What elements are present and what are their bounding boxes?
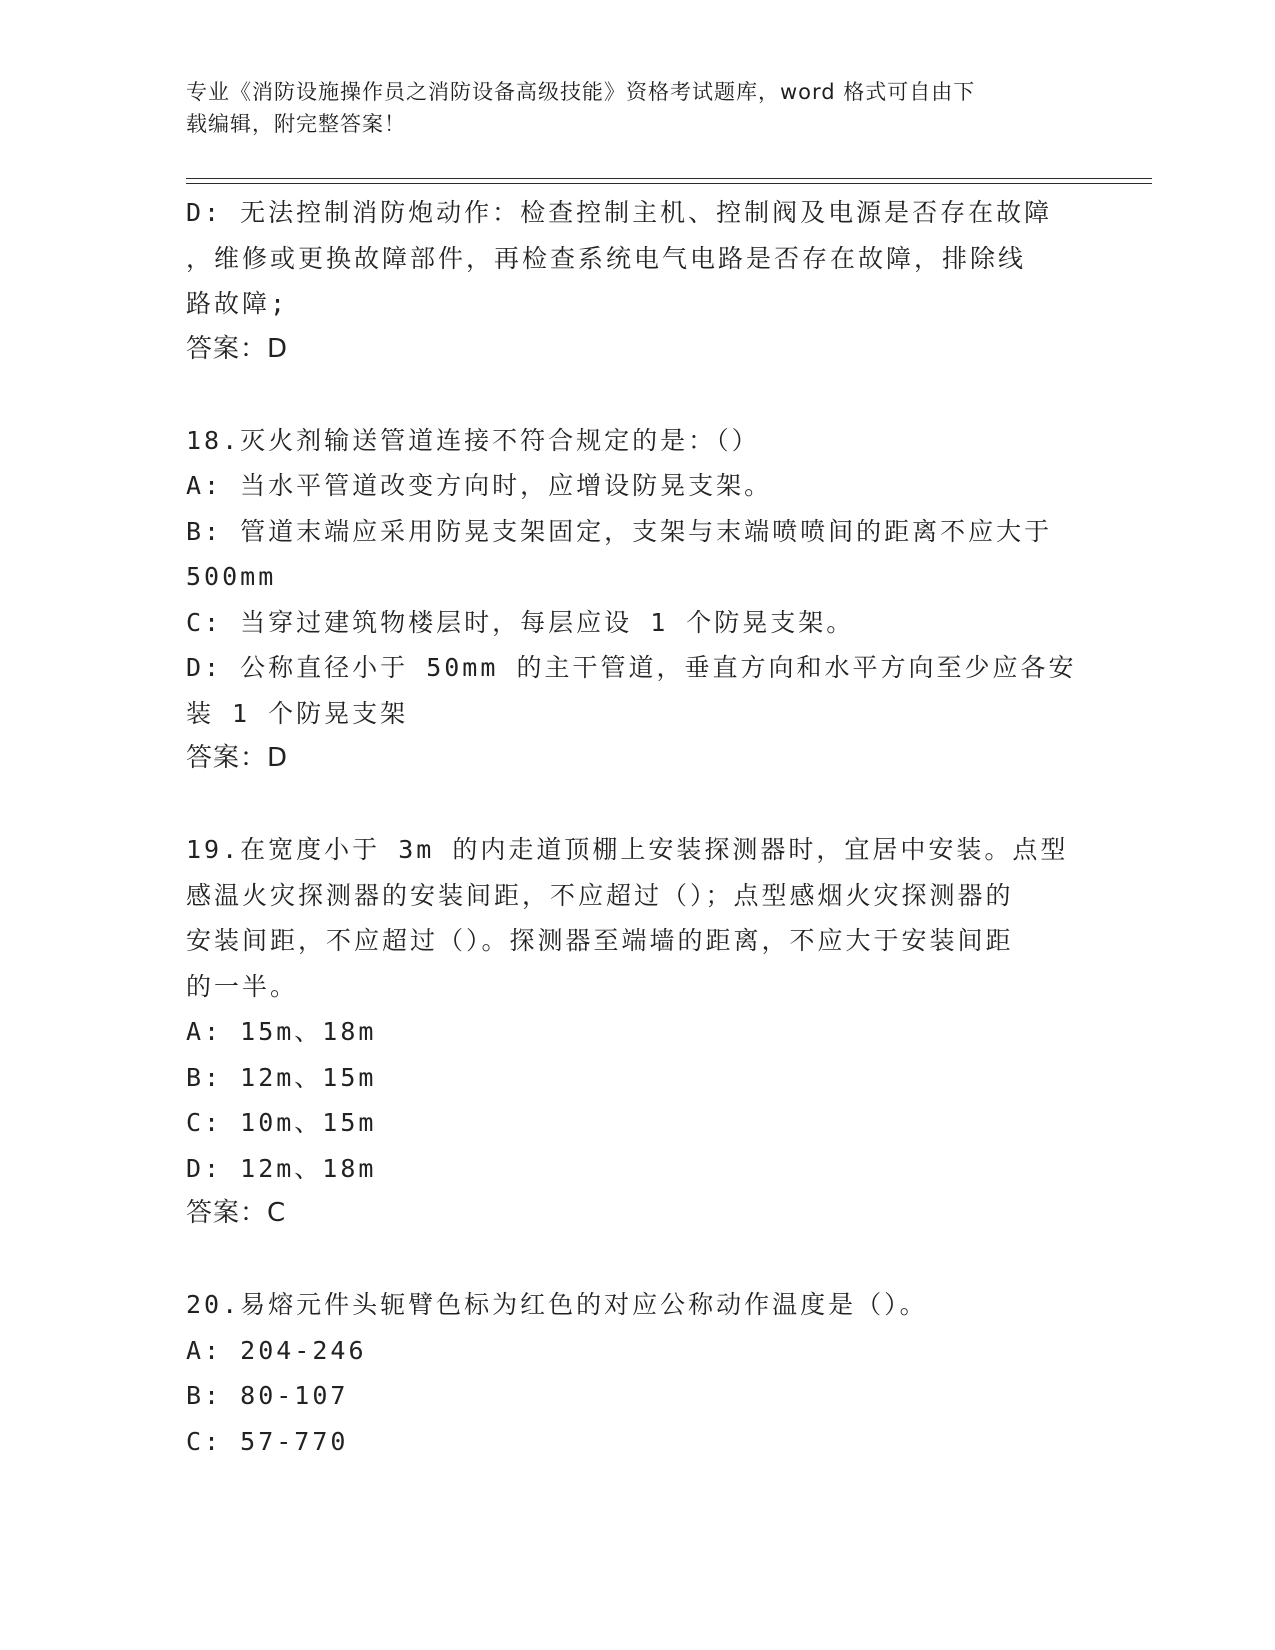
- question-stem: 20.易熔元件头轭臂色标为红色的对应公称动作温度是（）。: [186, 1290, 928, 1319]
- question-stem-line-4: 的一半。: [186, 971, 299, 1001]
- spacer: [186, 1237, 1086, 1283]
- option-b-line-2: 500mm: [186, 562, 277, 591]
- question-stem-line-2: 感温火灾探测器的安装间距，不应超过（）；点型感烟火灾探测器的: [186, 880, 1014, 910]
- question-stem-line-1: 19.在宽度小于 3m 的内走道顶棚上安装探测器时，宜居中安装。点型: [186, 835, 1069, 864]
- option-d-line-3: 路故障;: [186, 289, 289, 318]
- option-d-line-1: D: 公称直径小于 50mm 的主干管道，垂直方向和水平方向至少应各安: [186, 653, 1077, 682]
- question-18: [186, 418, 1086, 782]
- header-line-2: 载编辑，附完整答案！: [186, 112, 406, 136]
- option-d: D: 12m、18m: [186, 1153, 377, 1183]
- header-rule-bottom: [186, 183, 1152, 184]
- prev-question: [186, 190, 1086, 372]
- document-header: [186, 76, 1066, 140]
- option-b: B: 12m、15m: [186, 1062, 377, 1092]
- option-d-line-2: 装 1 个防晃支架: [186, 698, 409, 728]
- option-c: C: 当穿过建筑物楼层时，每层应设 1 个防晃支架。: [186, 607, 855, 637]
- answer-label: 答案：C: [186, 1198, 287, 1228]
- option-a: A: 15m、18m: [186, 1017, 377, 1046]
- header-rule-top: [186, 178, 1152, 179]
- option-a: A: 当水平管道改变方向时，应增设防晃支架。: [186, 471, 773, 500]
- spacer: [186, 372, 1086, 418]
- answer-label: 答案：D: [186, 333, 289, 364]
- option-c: C: 10m、15m: [186, 1108, 377, 1137]
- option-b-line-1: B: 管道末端应采用防晃支架固定，支架与末端喷喷间的距离不应大于: [186, 516, 1053, 546]
- option-d-line-2: ，维修或更换故障部件，再检查系统电气电路是否存在故障，排除线: [186, 243, 1027, 273]
- document-body: [186, 190, 1086, 1464]
- answer-label: 答案：D: [186, 743, 289, 773]
- option-b: B: 80-107: [186, 1381, 349, 1410]
- header-line-1: 专业《消防设施操作员之消防设备高级技能》资格考试题库，word 格式可自由下: [186, 80, 976, 104]
- question-stem-line-3: 安装间距，不应超过（）。探测器至端墙的距离，不应大于安装间距: [186, 926, 1014, 955]
- spacer: [186, 782, 1086, 828]
- question-stem: 18.灭火剂输送管道连接不符合规定的是：（）: [186, 425, 760, 455]
- question-20: [186, 1282, 1086, 1464]
- option-d-line-1: D: 无法控制消防炮动作：检查控制主机、控制阀及电源是否存在故障: [186, 198, 1053, 227]
- question-19: [186, 827, 1086, 1237]
- option-c: C: 57-770: [186, 1426, 349, 1456]
- option-a: A: 204-246: [186, 1335, 367, 1365]
